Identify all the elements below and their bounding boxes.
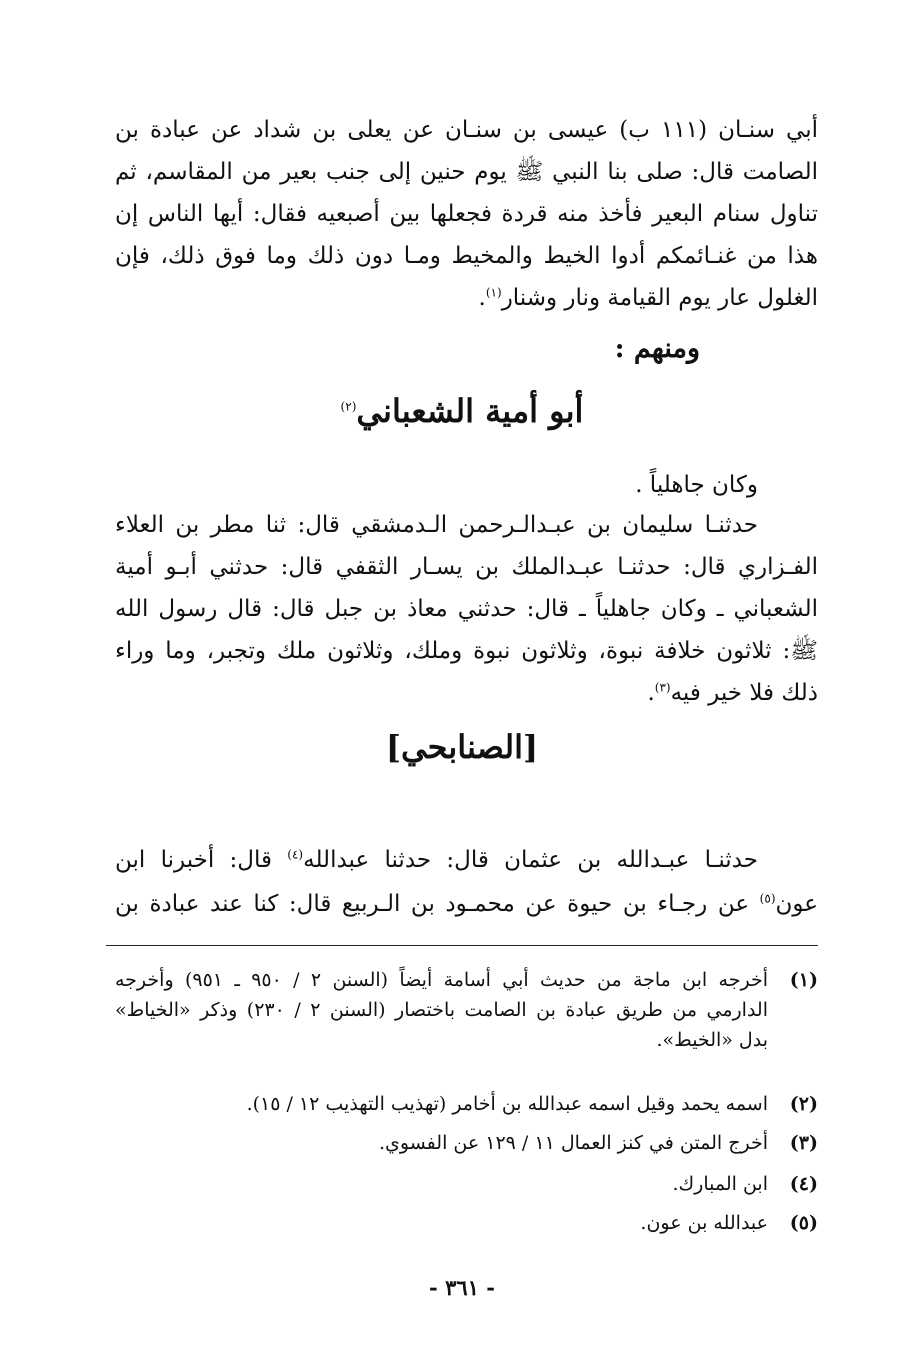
text-fragment: الغلول عار يوم القيامة ونار وشنار (501, 285, 818, 311)
footnote-line: عبدالله بن عون. (640, 1212, 768, 1234)
text-fragment: عن رجـاء بن حيوة عن محمـود بن الـربيع قال: كنا عند عبادة بن (115, 891, 760, 917)
footnote (115, 1089, 818, 1119)
footnote-ref: (٥) (759, 891, 776, 906)
footnote-line: اسمه يحمد وقيل اسمه عبدالله بن أخامر (تهذيب التهذيب ١٢ / ١٥). (246, 1093, 768, 1115)
footnote-number: (٣) (789, 1132, 818, 1154)
footnote-ref: (٤) (287, 847, 304, 862)
text-fragment: . (478, 285, 486, 311)
footnote-number: (٢) (789, 1093, 818, 1115)
footnote-number: (٤) (789, 1173, 818, 1195)
footnote-line: بدل «الخيط». (656, 1029, 768, 1051)
footnote-line: ابن المبارك. (672, 1173, 768, 1195)
text-line: وكان جاهلياً . (635, 472, 758, 498)
text-line: أبي سنـان (١١١ ب) عيسى بن سنـان عن يعلى بن شداد عن عبادة بن (115, 117, 818, 143)
text-fragment: . (647, 680, 655, 706)
text-line (115, 278, 818, 318)
section-heading (0, 392, 924, 430)
text-line (115, 884, 818, 924)
footnote-line: أخرج المتن في كنز العمال ١١ / ١٢٩ عن الفسوي. (379, 1132, 768, 1154)
footnote-line: أخرجه ابن ماجة من حديث أبي أسامة أيضاً (السنن ٢ / ٩٥٠ ـ ٩٥١) وأخرجه (115, 969, 768, 991)
text-line: هذا من غنـائمكم أدوا الخيط والمخيط ومـا دون ذلك وما فوق ذلك، فإن (115, 243, 818, 269)
footnote (115, 1169, 818, 1199)
text-line: حدثنـا سليمان بن عبـدالـرحمن الـدمشقي قال: ثنا مطر بن العلاء (115, 512, 758, 538)
footnote (115, 1208, 818, 1238)
text-line: ﷺ: ثلاثون خلافة نبوة، وثلاثون نبوة وملك، وثلاثون ملك وتجبر، وما وراء (115, 638, 818, 664)
text-fragment: حدثنـا عبـدالله بن عثمان قال: حدثنا عبدالله (303, 847, 758, 873)
footnote-number: (٥) (789, 1212, 818, 1234)
footnote (115, 1128, 818, 1158)
footnote-number: (١) (789, 969, 818, 991)
heading-text: أبو أمية الشعباني (356, 392, 584, 430)
text-line (115, 673, 818, 713)
text-line: الفـزاري قال: حدثنـا عبـدالملك بن يسـار الثقفي قال: حدثني أبـو أمية (115, 554, 818, 580)
section-heading: [الصنابحي] (385, 728, 539, 766)
footnote-ref: (٢) (340, 399, 357, 414)
text-line (115, 840, 818, 880)
footnote-line: الدارمي من طريق عبادة بن الصامت باختصار (السنن ٢ / ٢٣٠) وذكر «الخياط» (115, 999, 768, 1021)
text-line: تناول سنام البعير فأخذ منه قردة فجعلها بين أصبعيه فقال: أيها الناس إن (115, 201, 818, 227)
text-fragment: قال: أخبرنا ابن (115, 847, 288, 873)
text-fragment: عون (775, 891, 818, 917)
text-line: الشعباني ـ وكان جاهلياً ـ قال: حدثني معاذ بن جبل قال: قال رسول الله (115, 596, 818, 622)
page-number: - ٣٦١ - (429, 1275, 495, 1300)
footnote-ref: (١) (485, 285, 502, 300)
text-line: الصامت قال: صلى بنا النبي ﷺ يوم حنين إلى جنب بعير من المقاسم، ثم (115, 159, 818, 185)
footnote-divider (106, 945, 818, 946)
footnote (115, 965, 818, 1055)
subheading: ومنهم : (614, 333, 700, 364)
footnote-ref: (٣) (654, 680, 671, 695)
text-fragment: ذلك فلا خير فيه (670, 680, 818, 706)
